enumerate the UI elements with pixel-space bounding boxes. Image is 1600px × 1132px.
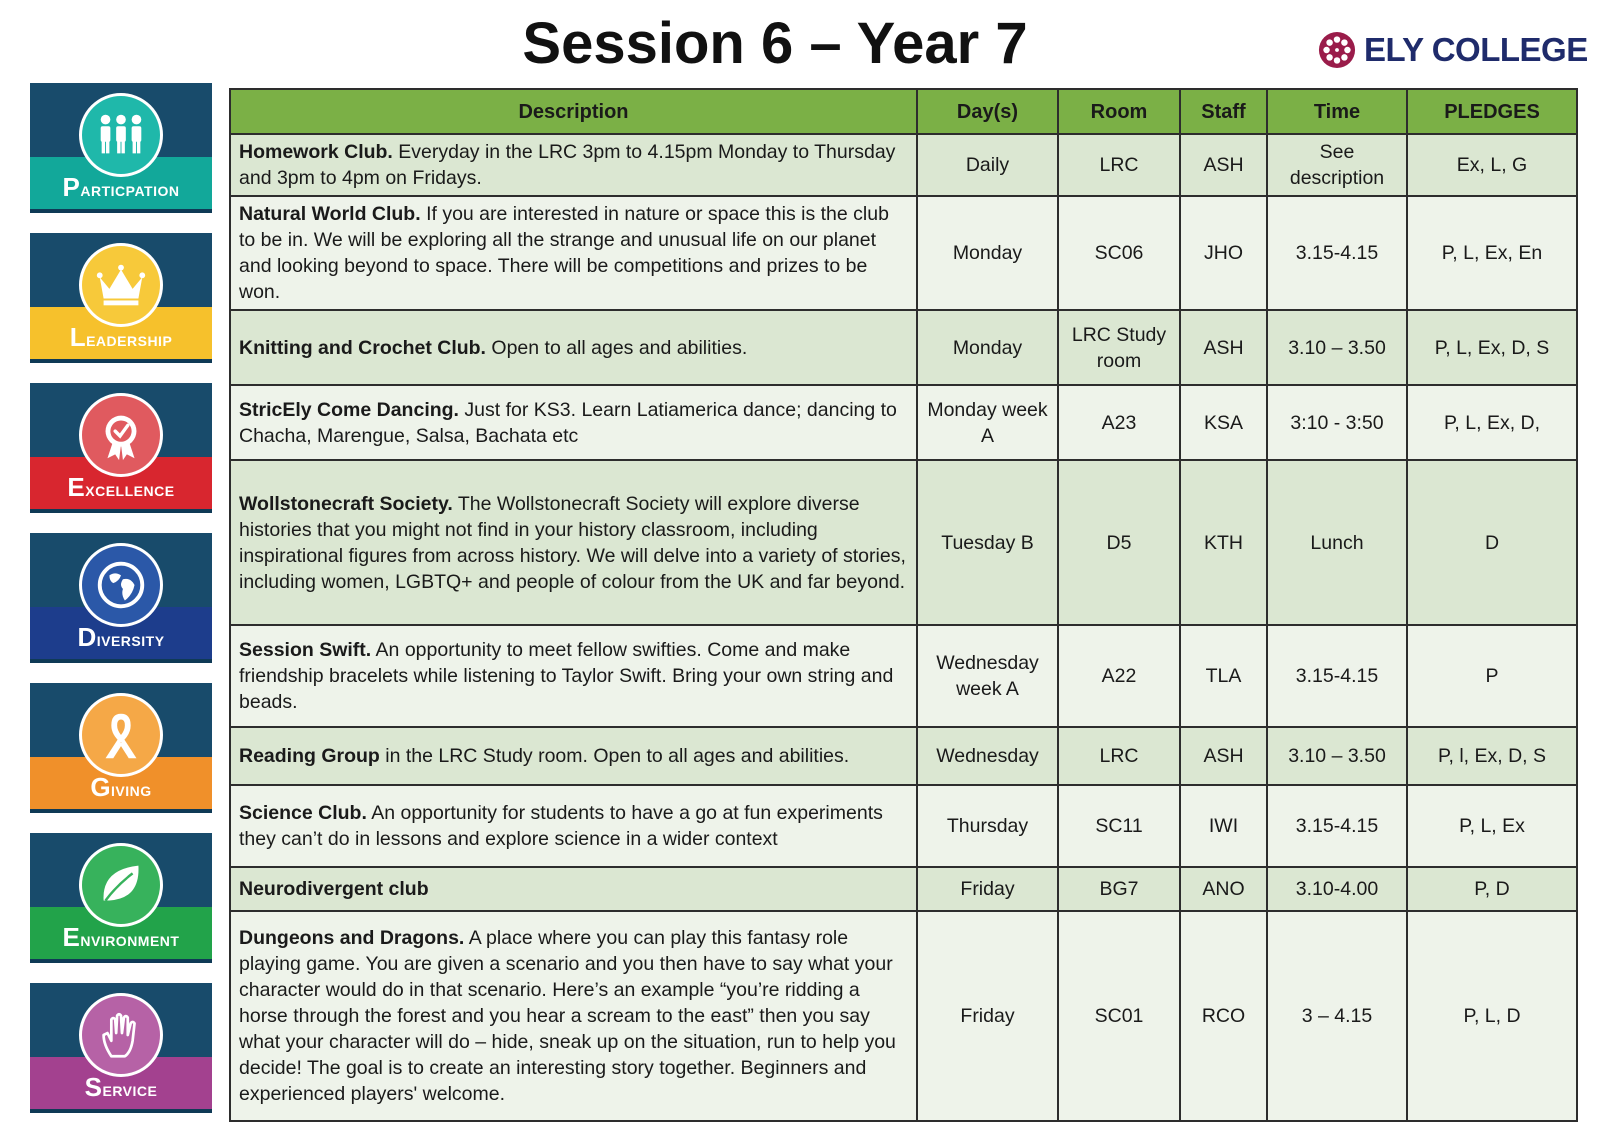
flower-emblem-icon <box>1318 31 1356 69</box>
pledge-circle <box>79 993 163 1077</box>
pledges-cell: P <box>1407 625 1577 727</box>
header-time: Time <box>1267 89 1407 134</box>
club-text: in the LRC Study room. Open to all ages and abilities. <box>379 745 850 767</box>
day-cell: Monday <box>917 310 1058 385</box>
awareness-ribbon-icon <box>92 706 150 764</box>
pledges-cell: Ex, L, G <box>1407 134 1577 196</box>
club-text: The Wollstonecraft Society will explore diverse histories that you might not find in your history classroom, including inspirational figures from across history. We will delve into a variety of stories, including women, LGBTQ+ and people of colour from the UK and far beyond. <box>239 492 906 593</box>
club-title: Science Club. <box>239 802 367 824</box>
club-text: A place where you can play this fantasy role playing game. You are given a scenario and you then have to say what your character would do in that scenario. Here’s an example “you’re ridding a horse through the forest and you hear a scream to the east” then you say what your character will do – hide, sneak up on the situation, run to help you decide! The goal is to create an interesting story together. Beginners and experienced players' welcome. <box>239 927 896 1105</box>
pledges-cell: P, D <box>1407 867 1577 911</box>
time-cell: 3.15-4.15 <box>1267 625 1407 727</box>
day-cell: Daily <box>917 134 1058 196</box>
room-cell: D5 <box>1058 460 1180 625</box>
header-staff: Staff <box>1180 89 1267 134</box>
sessions-table <box>229 88 1578 1122</box>
pledge-circle <box>79 243 163 327</box>
leaf-icon <box>92 856 150 914</box>
room-cell: SC01 <box>1058 911 1180 1121</box>
description-cell <box>230 867 917 911</box>
time-cell: 3.10 – 3.50 <box>1267 310 1407 385</box>
pledge-excellence <box>30 383 212 513</box>
time-cell: 3:10 - 3:50 <box>1267 385 1407 460</box>
college-logo <box>1318 28 1588 72</box>
table-row <box>230 460 1577 625</box>
award-ribbon-icon <box>92 406 150 464</box>
pledge-label: Particpation <box>62 172 180 202</box>
club-title: Neurodivergent club <box>239 878 429 900</box>
table-row <box>230 196 1577 310</box>
club-title: StricEly Come Dancing. <box>239 398 459 421</box>
room-cell: A22 <box>1058 625 1180 727</box>
time-cell: 3.15-4.15 <box>1267 196 1407 310</box>
pledge-leadership <box>30 233 212 363</box>
club-text: Open to all ages and abilities. <box>485 336 748 359</box>
time-cell: See description <box>1267 134 1407 196</box>
pledge-diversity <box>30 533 212 663</box>
pledge-participation <box>30 83 212 213</box>
day-cell: Monday <box>917 196 1058 310</box>
room-cell: A23 <box>1058 385 1180 460</box>
table-row <box>230 785 1577 867</box>
table-row <box>230 911 1577 1121</box>
pledge-label: Leadership <box>69 322 173 352</box>
table-header-row <box>230 89 1577 134</box>
pledges-sidebar <box>30 83 212 1132</box>
room-cell: LRC Study room <box>1058 310 1180 385</box>
pledge-circle <box>79 393 163 477</box>
pledge-circle <box>79 693 163 777</box>
pledges-cell: P, l, Ex, D, S <box>1407 727 1577 785</box>
room-cell: BG7 <box>1058 867 1180 911</box>
day-cell: Thursday <box>917 785 1058 867</box>
table-row <box>230 385 1577 460</box>
globe-icon <box>92 556 150 614</box>
description-cell <box>230 785 917 867</box>
day-cell: Wednesday week A <box>917 625 1058 727</box>
table-row <box>230 625 1577 727</box>
crown-icon <box>92 256 150 314</box>
header-pledges: PLEDGES <box>1407 89 1577 134</box>
pledge-service <box>30 983 212 1113</box>
club-text: If you are interested in nature or space this is the club to be in. We will be exploring all the strange and unusual life on our planet and looking beyond to space. There will be competitions and prizes to be won. <box>239 203 889 303</box>
club-title: Dungeons and Dragons. <box>239 927 465 949</box>
page-title: Session 6 – Year 7 <box>522 11 1028 76</box>
room-cell: LRC <box>1058 134 1180 196</box>
table-row <box>230 727 1577 785</box>
time-cell: Lunch <box>1267 460 1407 625</box>
time-cell: 3.10 – 3.50 <box>1267 727 1407 785</box>
staff-cell: JHO <box>1180 196 1267 310</box>
club-text: An opportunity for students to have a go at fun experiments they can’t do in lessons and explore science in a wider context <box>239 802 883 850</box>
pledges-cell: D <box>1407 460 1577 625</box>
people-icon <box>92 106 150 164</box>
pledge-environment <box>30 833 212 963</box>
room-cell: LRC <box>1058 727 1180 785</box>
description-cell <box>230 385 917 460</box>
header-days: Day(s) <box>917 89 1058 134</box>
club-title: Wollstonecraft Society. <box>239 492 453 515</box>
day-cell: Wednesday <box>917 727 1058 785</box>
header-room: Room <box>1058 89 1180 134</box>
club-text: Just for KS3. Learn Latiamerica dance; dancing to Chacha, Marengue, Salsa, Bachata etc <box>239 398 897 447</box>
description-cell <box>230 911 917 1121</box>
club-title: Natural World Club. <box>239 203 421 225</box>
description-cell <box>230 625 917 727</box>
pledge-label: Giving <box>90 772 152 802</box>
day-cell: Friday <box>917 867 1058 911</box>
staff-cell: ASH <box>1180 134 1267 196</box>
description-cell <box>230 727 917 785</box>
description-cell <box>230 460 917 625</box>
club-title: Session Swift. <box>239 639 372 661</box>
staff-cell: ASH <box>1180 727 1267 785</box>
time-cell: 3.15-4.15 <box>1267 785 1407 867</box>
pledge-circle <box>79 93 163 177</box>
logo-text: ELY COLLEGE <box>1364 31 1588 68</box>
staff-cell: KSA <box>1180 385 1267 460</box>
header-description: Description <box>230 89 917 134</box>
staff-cell: RCO <box>1180 911 1267 1121</box>
staff-cell: IWI <box>1180 785 1267 867</box>
hand-icon <box>92 1006 150 1064</box>
club-title: Homework Club. <box>239 141 393 163</box>
pledge-label: Service <box>84 1072 158 1102</box>
club-text: An opportunity to meet fellow swifties. Come and make friendship bracelets while listening to Taylor Swift. Bring your own string and beads. <box>239 639 894 713</box>
time-cell: 3.10-4.00 <box>1267 867 1407 911</box>
room-cell: SC06 <box>1058 196 1180 310</box>
table-row <box>230 867 1577 911</box>
staff-cell: ANO <box>1180 867 1267 911</box>
day-cell: Friday <box>917 911 1058 1121</box>
description-cell <box>230 310 917 385</box>
description-cell <box>230 134 917 196</box>
pledge-giving <box>30 683 212 813</box>
table-row <box>230 134 1577 196</box>
pledges-cell: P, L, Ex, D, S <box>1407 310 1577 385</box>
pledge-label: Environment <box>62 922 180 952</box>
day-cell: Tuesday B <box>917 460 1058 625</box>
time-cell: 3 – 4.15 <box>1267 911 1407 1121</box>
pledge-label: Diversity <box>77 622 165 652</box>
pledge-label: Excellence <box>67 472 175 502</box>
pledges-cell: P, L, D <box>1407 911 1577 1121</box>
staff-cell: TLA <box>1180 625 1267 727</box>
staff-cell: ASH <box>1180 310 1267 385</box>
staff-cell: KTH <box>1180 460 1267 625</box>
club-title: Knitting and Crochet Club. <box>239 336 486 359</box>
sessions-table-container <box>229 88 1576 1122</box>
pledges-cell: P, L, Ex, En <box>1407 196 1577 310</box>
description-cell <box>230 196 917 310</box>
pledges-cell: P, L, Ex <box>1407 785 1577 867</box>
pledge-circle <box>79 543 163 627</box>
club-text: Everyday in the LRC 3pm to 4.15pm Monday to Thursday and 3pm to 4pm on Fridays. <box>239 141 896 189</box>
table-row <box>230 310 1577 385</box>
club-title: Reading Group <box>239 745 380 767</box>
day-cell: Monday week A <box>917 385 1058 460</box>
room-cell: SC11 <box>1058 785 1180 867</box>
pledges-cell: P, L, Ex, D, <box>1407 385 1577 460</box>
pledge-circle <box>79 843 163 927</box>
